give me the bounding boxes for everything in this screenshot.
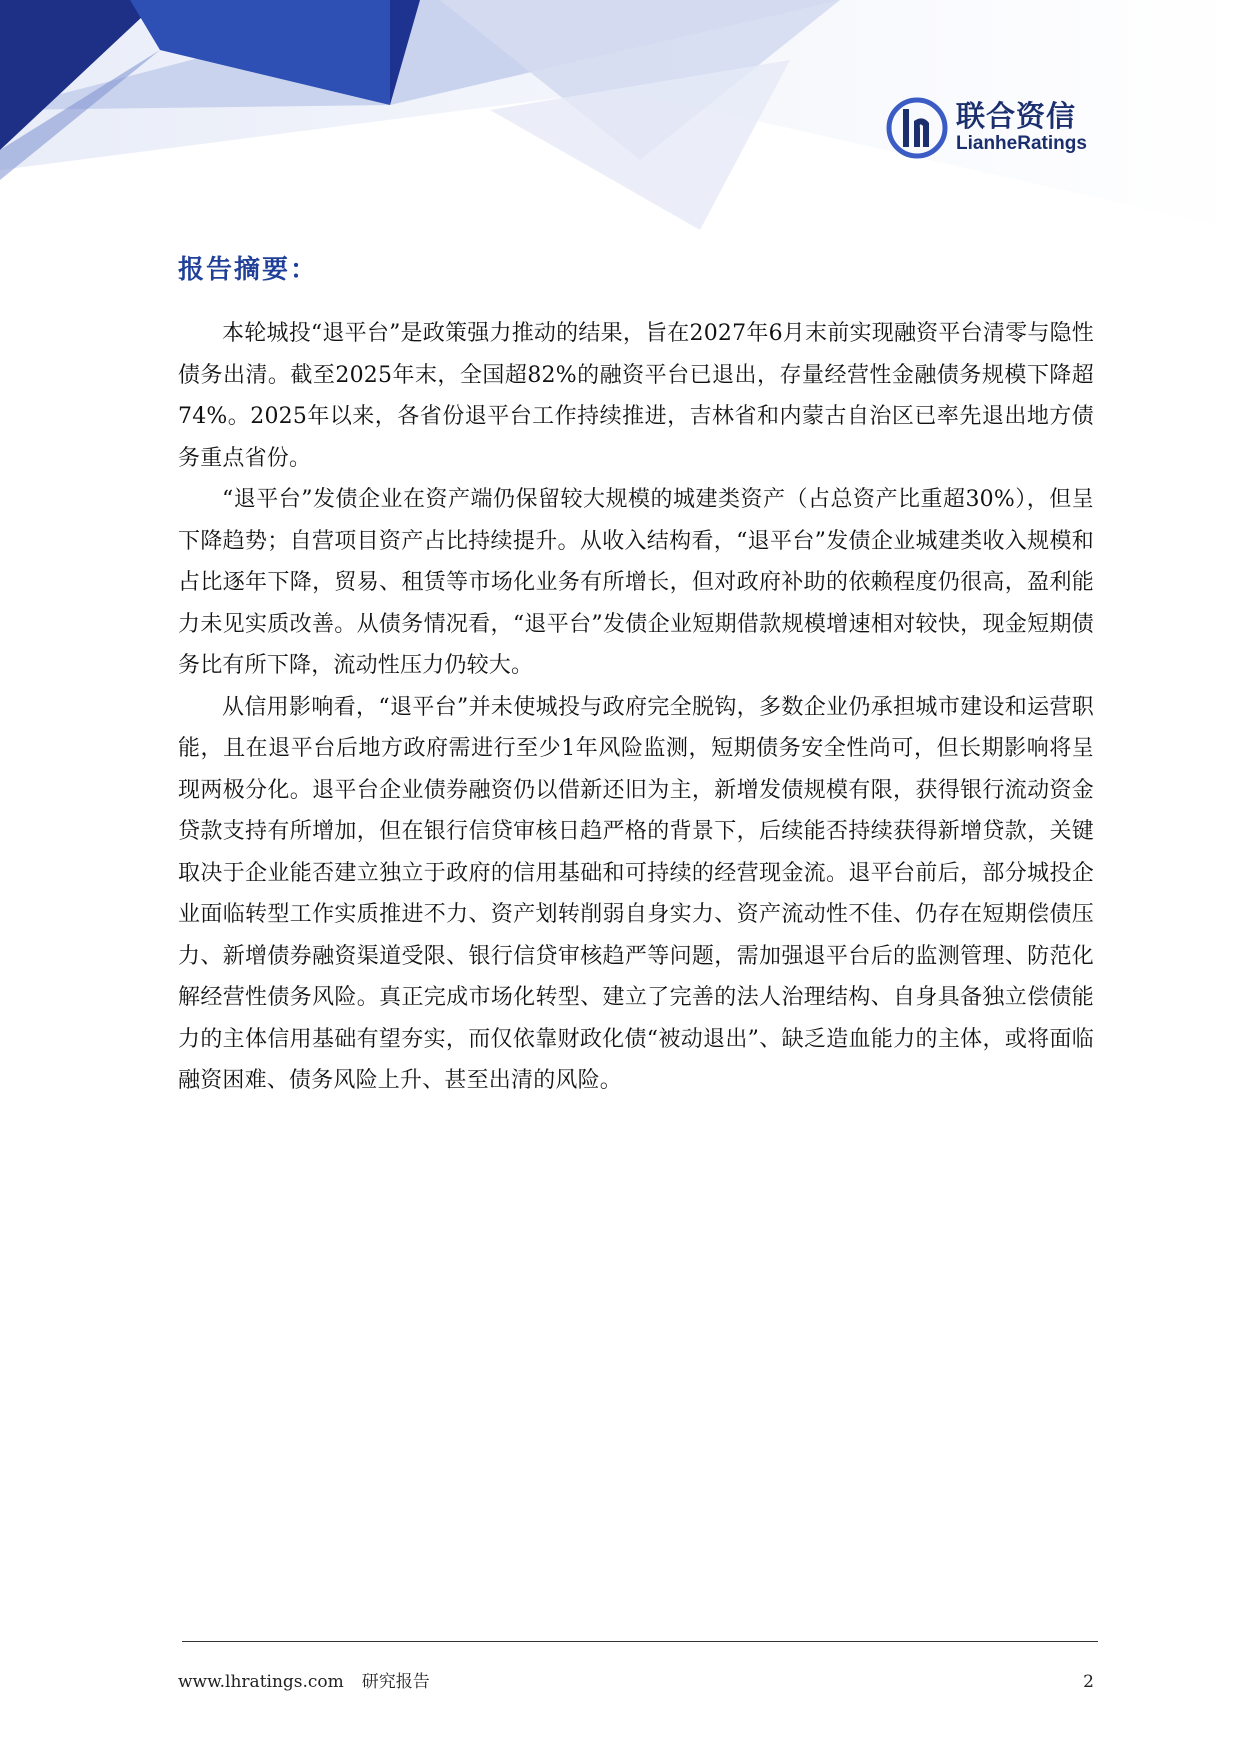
- lianhe-logo-icon: [886, 97, 948, 159]
- page-number: 2: [1083, 1672, 1094, 1692]
- section-heading: 报告摘要：: [178, 255, 319, 285]
- logo-english-name: LianheRatings: [956, 133, 1087, 154]
- report-summary-body: [178, 313, 1094, 1102]
- footer-left: [178, 1670, 430, 1694]
- summary-paragraph-2: “退平台”发债企业在资产端仍保留较大规模的城建类资产（占总资产比重超30%），但呈下降趋势；自营项目资产占比持续提升。从收入结构看，“退平台”发债企业城建类收入规模和占比逐年下降，贸易、租赁等市场化业务有所增长，但对政府补助的依赖程度仍很高，盈利能力未见实质改善。从债务情况看，“退平台”发债企业短期借款规模增速相对较快，现金短期债务比有所下降，流动性压力仍较大。: [178, 487, 1094, 678]
- footer-doc-type: 研究报告: [361, 1672, 430, 1692]
- footer-website-link[interactable]: www.lhratings.com: [178, 1672, 344, 1692]
- footer-divider: [182, 1641, 1098, 1642]
- summary-paragraph-1: 本轮城投“退平台”是政策强力推动的结果，旨在2027年6月末前实现融资平台清零与隐性债务出清。截至2025年末，全国超82%的融资平台已退出，存量经营性金融债务规模下降超74%。2025年以来，各省份退平台工作持续推进，吉林省和内蒙古自治区已率先退出地方债务重点省份。: [178, 321, 1094, 471]
- summary-paragraph-3: 从信用影响看，“退平台”并未使城投与政府完全脱钩，多数企业仍承担城市建设和运营职能，且在退平台后地方政府需进行至少1年风险监测，短期债务安全性尚可，但长期影响将呈现两极分化。退平台企业债券融资仍以借新还旧为主，新增发债规模有限，获得银行流动资金贷款支持有所增加，但在银行信贷审核日趋严格的背景下，后续能否持续获得新增贷款，关键取决于企业能否建立独立于政府的信用基础和可持续的经营现金流。退平台前后，部分城投企业面临转型工作实质推进不力、资产划转削弱自身实力、资产流动性不佳、仍存在短期偿债压力、新增债券融资渠道受限、银行信贷审核趋严等问题，需加强退平台后的监测管理、防范化解经营性债务风险。真正完成市场化转型、建立了完善的法人治理结构、自身具备独立偿债能力的主体信用基础有望夯实，而仅依靠财政化债“被动退出”、缺乏造血能力的主体，或将面临融资困难、债务风险上升、甚至出清的风险。: [178, 694, 1094, 1093]
- logo-chinese-name: 联合资信: [956, 99, 1077, 133]
- lianhe-logo: [886, 96, 1100, 160]
